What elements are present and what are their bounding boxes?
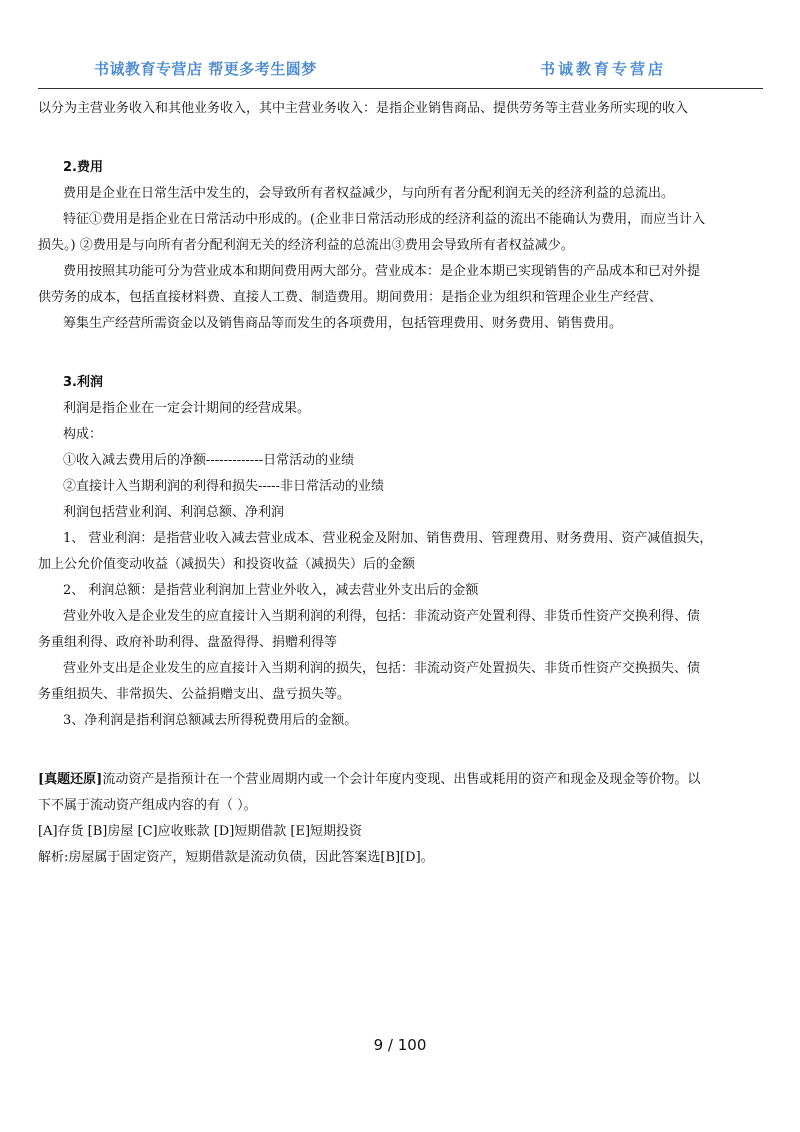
header-store-name: 书诚教育专营店 [540, 60, 667, 78]
section-heading-profit: 3.利润 [63, 375, 103, 390]
exam-options: [A]存货 [B]房屋 [C]应收账款 [D]短期借款 [E]短期投资 [38, 824, 363, 839]
header-store-slogan: 书诚教育专营店 帮更多考生圆梦 [94, 60, 317, 78]
paragraph: 损失。) ②费用是与向所有者分配利润无关的经济利益的总流出③费用会导致所有者权益减少。 [38, 238, 574, 253]
paragraph: 筹集生产经营所需资金以及销售商品等而发生的各项费用，包括管理费用、财务费用、销售费用。 [63, 316, 623, 331]
paragraph: 务重组利得、政府补助利得、盘盈得得、捐赠利得等 [38, 635, 338, 650]
page-number: 9 / 100 [373, 1036, 427, 1054]
paragraph: 特征①费用是指企业在日常活动中形成的。(企业非日常活动形成的经济利益的流出不能确认为费用，而应当计入 [63, 212, 706, 227]
paragraph: 利润是指企业在一定会计期间的经营成果。 [63, 401, 311, 416]
paragraph: 构成： [63, 427, 103, 442]
exam-question-continued: 下不属于流动资产组成内容的有（ ）。 [38, 798, 257, 813]
section-heading-expenses: 2.费用 [63, 160, 103, 175]
list-item: 1、 营业利润：是指营业收入减去营业成本、营业税金及附加、销售费用、管理费用、财务费用、资产减值损失， [63, 531, 713, 546]
paragraph: 费用是企业在日常生活中发生的，会导致所有者权益减少，与向所有者分配利润无关的经济利益的总流出。 [63, 186, 675, 201]
paragraph: 供劳务的成本，包括直接材料费、直接人工费、制造费用。期间费用：是指企业为组织和管理企业生产经营、 [38, 290, 663, 305]
paragraph: 以分为主营业务收入和其他业务收入，其中主营业务收入：是指企业销售商品、提供劳务等主营业务所实现的收入 [38, 101, 689, 116]
exam-analysis: 解析:房屋属于固定资产，短期借款是流动负债，因此答案选[B][D]。 [38, 850, 434, 865]
paragraph: 加上公允价值变动收益（减损失）和投资收益（减损失）后的金额 [38, 557, 416, 572]
paragraph: 营业外支出是企业发生的应直接计入当期利润的损失，包括：非流动资产处置损失、非货币性资产交换损失、债 [63, 661, 701, 676]
exam-question-tag: [真题还原] [38, 772, 103, 787]
list-item: ①收入减去费用后的净额-------------日常活动的业绩 [63, 453, 355, 468]
list-item: 3、净利润是指利润总额减去所得税费用后的金额。 [63, 713, 358, 728]
page-header [0, 0, 800, 90]
paragraph: 费用按照其功能可分为营业成本和期间费用两大部分。营业成本：是企业本期已实现销售的产品成本和已对外提 [63, 264, 701, 279]
list-item: ②直接计入当期利润的利得和损失-----非日常活动的业绩 [63, 479, 384, 494]
paragraph: 利润包括营业利润、利润总额、净利润 [63, 505, 285, 520]
list-item: 2、 利润总额：是指营业利润加上营业外收入，减去营业外支出后的金额 [63, 583, 479, 598]
paragraph: 营业外收入是企业发生的应直接计入当期利润的利得，包括：非流动资产处置利得、非货币性资产交换利得、债 [63, 609, 701, 624]
exam-question [38, 767, 768, 793]
exam-question-text: 流动资产是指预计在一个营业周期内或一个会计年度内变现、出售或耗用的资产和现金及现金等价物。以 [102, 772, 701, 787]
header-divider [38, 88, 763, 89]
document-body [38, 96, 768, 871]
paragraph: 务重组损失、非常损失、公益捐赠支出、盘亏损失等。 [38, 687, 351, 702]
